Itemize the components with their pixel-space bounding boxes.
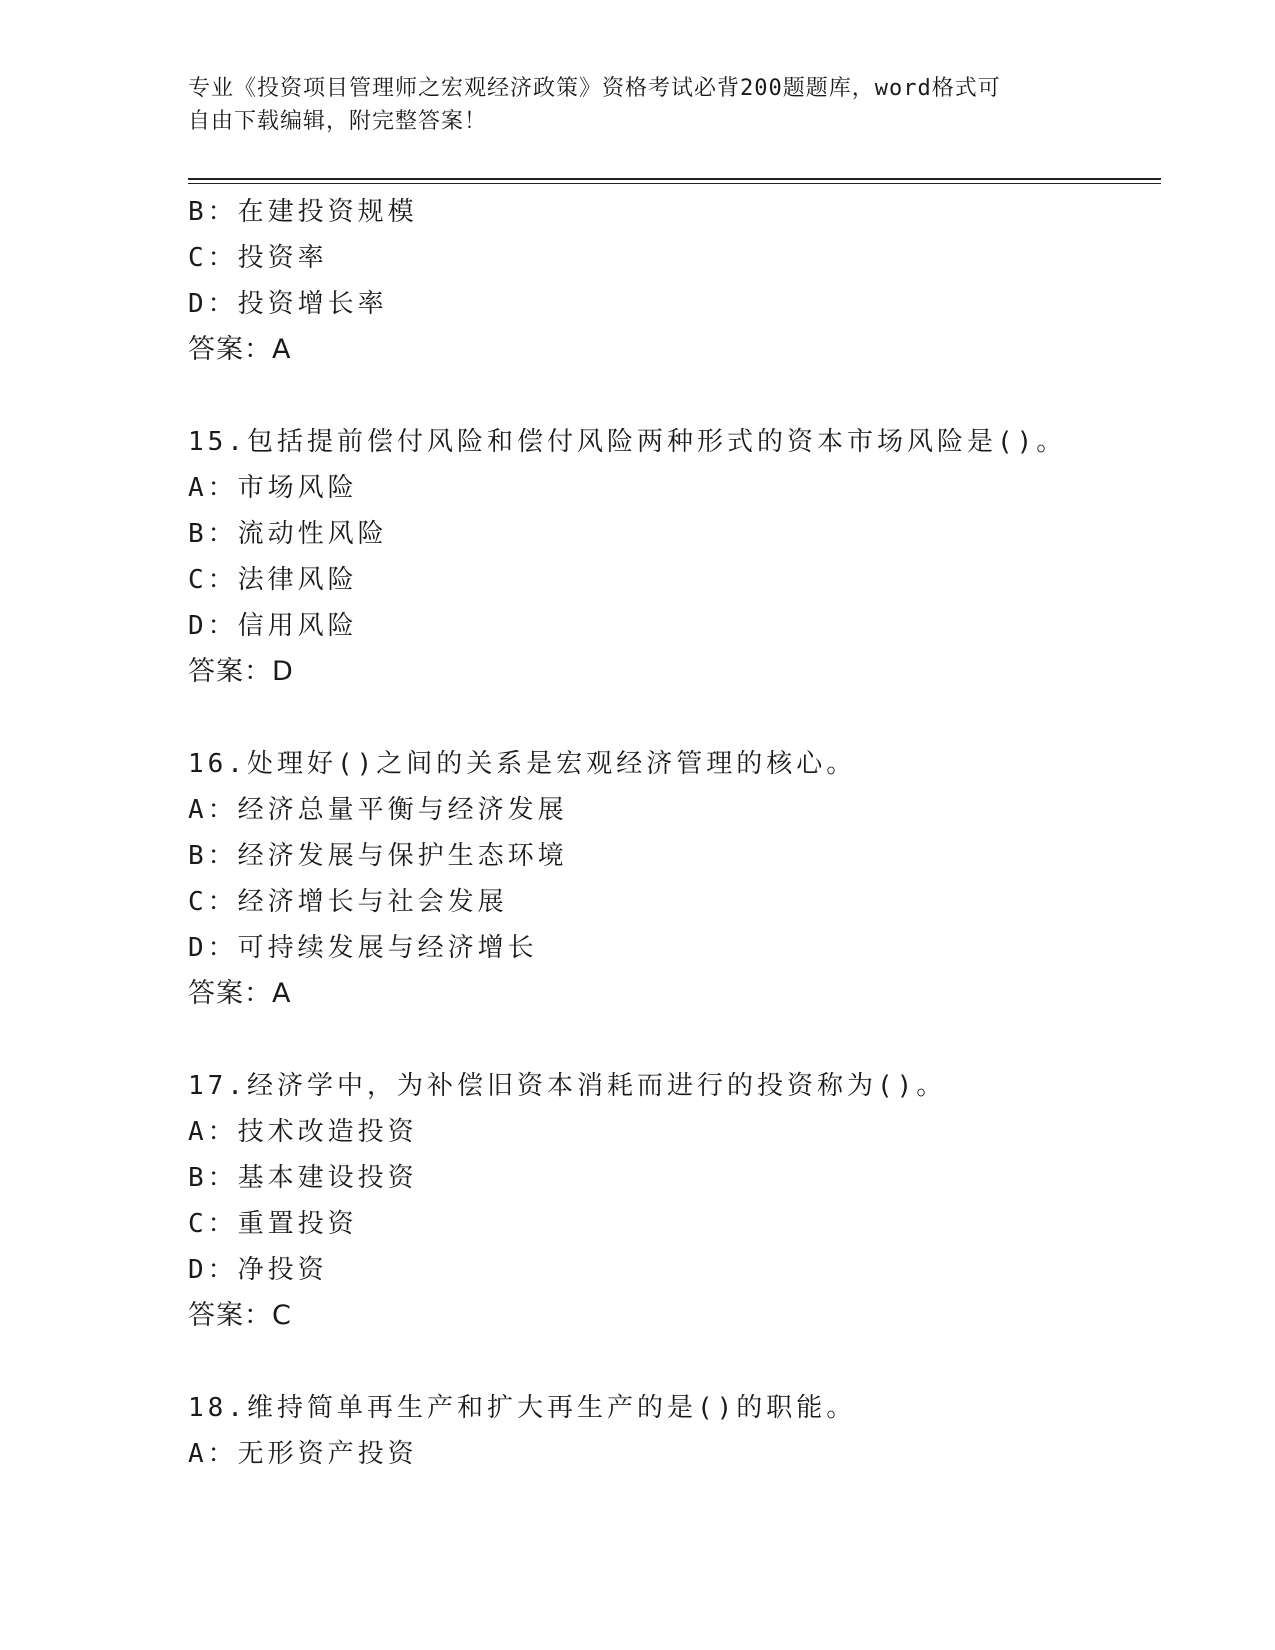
option-a: A：经济总量平衡与经济发展 xyxy=(188,795,568,825)
option-d: D：可持续发展与经济增长 xyxy=(188,933,538,963)
answer-line: 答案：A xyxy=(188,978,292,1009)
question-text: 17.经济学中，为补偿旧资本消耗而进行的投资称为()。 xyxy=(188,1071,947,1101)
question-block-14 xyxy=(188,189,1148,373)
option-b: B：经济发展与保护生态环境 xyxy=(188,841,568,871)
option-a: A：市场风险 xyxy=(188,473,358,503)
option-a: A：无形资产投资 xyxy=(188,1439,418,1469)
header-line-1: 专业《投资项目管理师之宏观经济政策》资格考试必背200题题库，word格式可 xyxy=(188,76,1001,101)
option-b: B：流动性风险 xyxy=(188,519,388,549)
answer-line: 答案：C xyxy=(188,1300,292,1331)
question-text: 18.维持简单再生产和扩大再生产的是()的职能。 xyxy=(188,1393,857,1423)
option-c: C：经济增长与社会发展 xyxy=(188,887,508,917)
header-rule-thick xyxy=(188,178,1161,180)
question-block-18 xyxy=(188,1385,1148,1477)
question-block-15 xyxy=(188,419,1148,695)
question-text: 15.包括提前偿付风险和偿付风险两种形式的资本市场风险是()。 xyxy=(188,427,1067,457)
question-block-17 xyxy=(188,1063,1148,1339)
option-c: C：法律风险 xyxy=(188,565,358,595)
option-a: A：技术改造投资 xyxy=(188,1117,418,1147)
answer-line: 答案：D xyxy=(188,656,294,687)
answer-line: 答案：A xyxy=(188,334,292,365)
question-block-16 xyxy=(188,741,1148,1017)
option-d: D：信用风险 xyxy=(188,611,358,641)
document-header xyxy=(188,72,1088,138)
option-c: C：投资率 xyxy=(188,243,328,273)
option-d: D：投资增长率 xyxy=(188,289,388,319)
option-b: B：基本建设投资 xyxy=(188,1163,418,1193)
header-rule-thin xyxy=(188,183,1161,184)
question-text: 16.处理好()之间的关系是宏观经济管理的核心。 xyxy=(188,749,857,779)
option-d: D：净投资 xyxy=(188,1255,328,1285)
header-line-2: 自由下载编辑，附完整答案！ xyxy=(188,109,488,134)
option-c: C：重置投资 xyxy=(188,1209,358,1239)
option-b: B：在建投资规模 xyxy=(188,197,418,227)
question-list xyxy=(188,189,1148,1477)
